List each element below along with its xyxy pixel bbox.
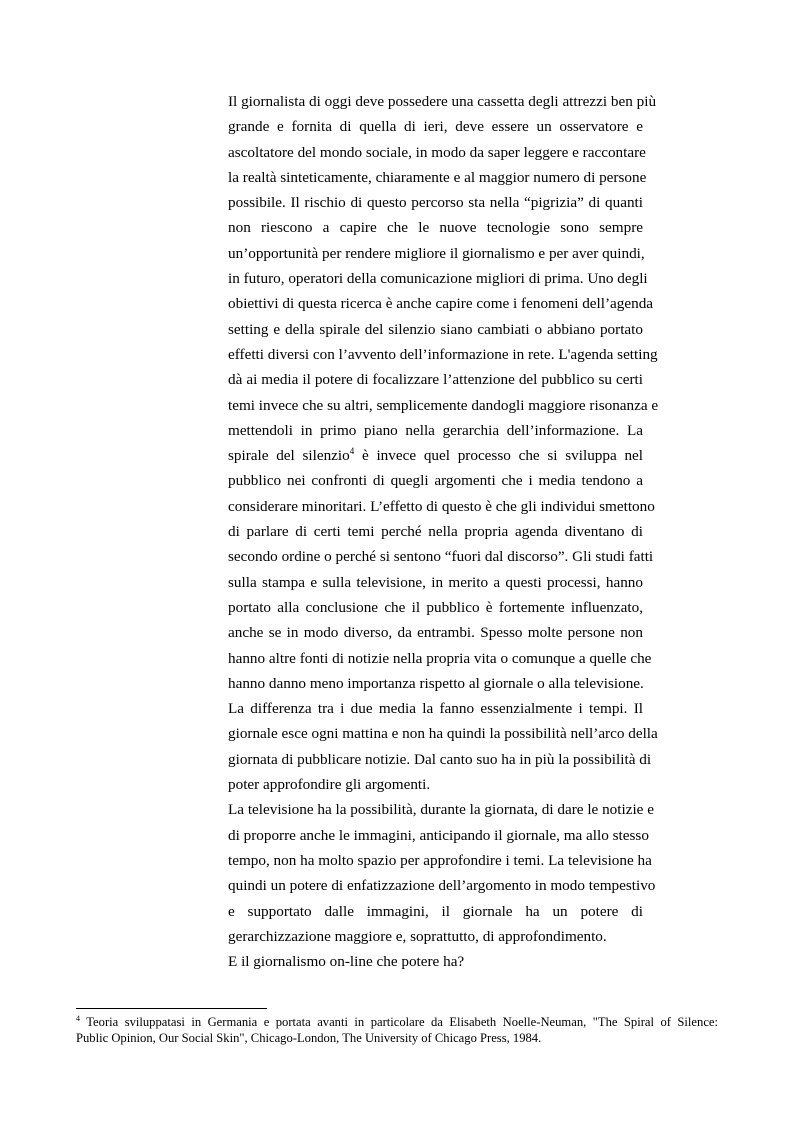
text-line: considerare minoritari. L’effetto di questo è che gli individui smettono <box>228 497 655 515</box>
text-line: grande e fornita di quella di ieri, deve essere un osservatore e <box>228 118 643 136</box>
text-line: di proporre anche le immagini, anticipando il giornale, ma allo stesso <box>228 826 649 844</box>
text-line: sulla stampa e sulla televisione, in merito a questi processi, hanno <box>228 573 643 591</box>
text-line: mettendoli in primo piano nella gerarchia dell’informazione. La <box>228 421 643 439</box>
text-line: giornata di pubblicare notizie. Dal canto suo ha in più la possibilità di <box>228 750 652 768</box>
text-line: secondo ordine o perché si sentono “fuori dal discorso”. Gli studi fatti <box>228 548 654 566</box>
text-line: e supportato dalle immagini, il giornale ha un potere di <box>228 902 643 920</box>
text-fragment: spirale del silenzio <box>228 447 350 465</box>
body-text <box>228 89 659 974</box>
footnote <box>76 1014 718 1046</box>
text-line-with-footnote-ref <box>228 443 643 468</box>
footnote-line: Public Opinion, Our Social Skin", Chicago-London, The University of Chicago Press, 1984. <box>76 1031 542 1045</box>
text-line: portato alla conclusione che il pubblico è fortemente influenzato, <box>228 598 643 616</box>
text-line: possibile. Il rischio di questo percorso sta nella “pigrizia” di quanti <box>228 194 643 212</box>
text-line: hanno danno meno importanza rispetto al giornale o alla televisione. <box>228 674 644 692</box>
paragraph-end-line: gerarchizzazione maggiore e, soprattutto, di approfondimento. <box>228 927 607 945</box>
footnote-number: 4 <box>76 1014 80 1023</box>
footnote-text: Teoria sviluppatasi in Germania e portata avanti in particolare da Elisabeth Noelle-Neuman, "The Spiral of Silence: <box>80 1015 718 1029</box>
footnote-line <box>76 1014 718 1030</box>
paragraph-end-line: poter approfondire gli argomenti. <box>228 776 431 794</box>
text-line: un’opportunità per rendere migliore il giornalismo e per aver quindi, <box>228 244 645 262</box>
text-line: anche se in modo diverso, da entrambi. Spesso molte persone non <box>228 624 643 642</box>
text-line: in futuro, operatori della comunicazione migliori di prima. Uno degli <box>228 270 648 288</box>
footnote-reference[interactable]: 4 <box>349 446 355 457</box>
text-line: setting e della spirale del silenzio siano cambiati o abbiano portato <box>228 320 643 338</box>
closing-question: E il giornalismo on-line che potere ha? <box>228 953 465 971</box>
text-line: quindi un potere di enfatizzazione dell’argomento in modo tempestivo <box>228 877 656 895</box>
text-line: obiettivi di questa ricerca è anche capire come i fenomeni dell’agenda <box>228 295 654 313</box>
text-line: di parlare di certi temi perché nella propria agenda diventano di <box>228 523 643 541</box>
text-line: dà ai media il potere di focalizzare l’attenzione del pubblico su certi <box>228 371 643 389</box>
text-line: Il giornalista di oggi deve possedere una cassetta degli attrezzi ben più <box>228 93 657 110</box>
text-line: giornale esce ogni mattina e non ha quindi la possibilità nell’arco della <box>228 725 658 743</box>
text-line: La differenza tra i due media la fanno essenzialmente i tempi. Il <box>228 700 643 718</box>
text-line: non riescono a capire che le nuove tecnologie sono sempre <box>228 219 643 237</box>
text-line: pubblico nei confronti di quegli argomenti che i media tendono a <box>228 472 643 490</box>
text-line: tempo, non ha molto spazio per approfondire i temi. La televisione ha <box>228 851 652 869</box>
text-line: hanno altre fonti di notizie nella propria vita o comunque a quelle che <box>228 649 652 667</box>
text-line: ascoltatore del mondo sociale, in modo da saper leggere e raccontare <box>228 143 646 161</box>
footnote-divider <box>76 1008 267 1009</box>
text-line: temi invece che su altri, semplicemente dandogli maggiore risonanza e <box>228 396 659 414</box>
text-line: la realtà sinteticamente, chiaramente e al maggior numero di persone <box>228 168 647 186</box>
text-fragment: è invece quel processo che si sviluppa nel <box>354 447 643 465</box>
text-line: La televisione ha la possibilità, durante la giornata, di dare le notizie e <box>228 801 654 819</box>
text-line: effetti diversi con l’avvento dell’informazione in rete. L'agenda setting <box>228 345 658 363</box>
